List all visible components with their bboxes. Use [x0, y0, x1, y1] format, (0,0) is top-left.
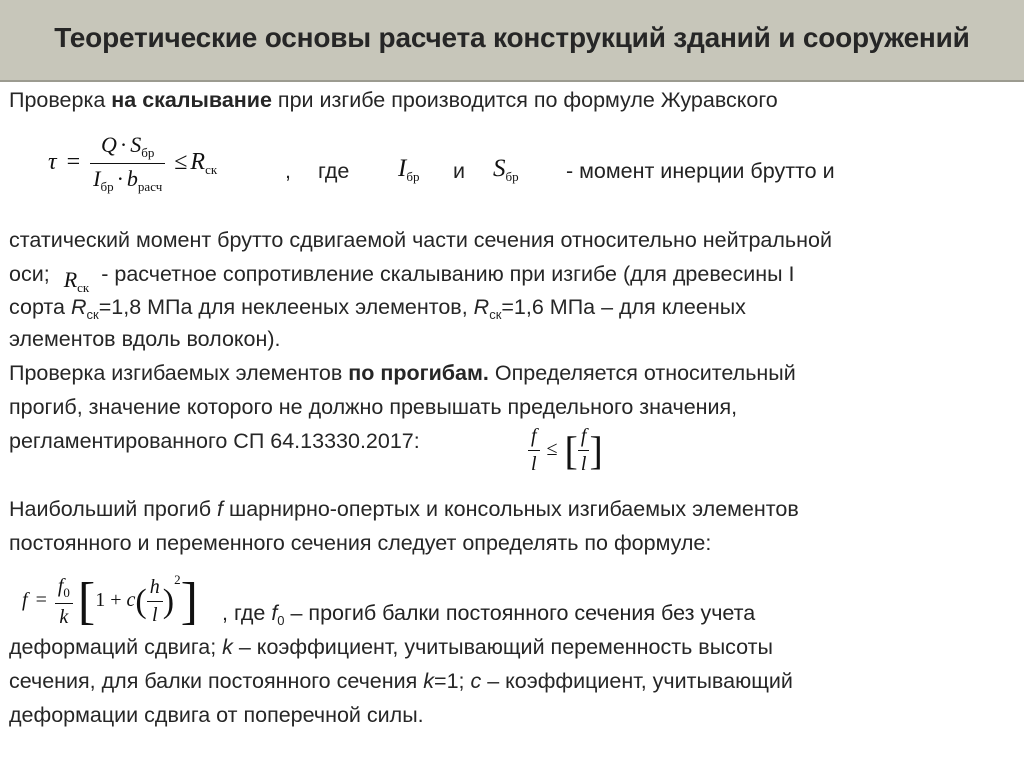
dash-description: - момент инерции брутто и: [566, 159, 835, 183]
shear-intro-bold: на скалывание: [111, 88, 272, 112]
and-text: и: [453, 159, 466, 183]
shear-intro: [9, 88, 778, 113]
leq-sign: ≤: [174, 149, 188, 176]
deflection-formula: [528, 425, 603, 476]
f0-over-k-fraction: $\frac{f_0}{k}$: [55, 575, 73, 629]
zhuravsky-formula: [48, 132, 217, 195]
max-deflection-line-4: деформаций сдвига; k – коэффициент, учитывающий переменность высоты: [9, 635, 773, 659]
shear-intro-text: Проверка: [9, 88, 112, 112]
big-left-bracket: [: [77, 573, 96, 630]
c-symbol: c: [126, 589, 136, 612]
f-over-l-fraction: $\frac{f}{l}$: [528, 425, 540, 476]
deflection-line-1: Проверка изгибаемых элементов по прогибам. Определяется относительный: [9, 361, 796, 385]
shear-line-5: элементов вдоль волокон).: [9, 327, 281, 351]
formula-comma: ,: [285, 159, 291, 183]
deflection-line-3: регламентированного СП 64.13330.2017:: [9, 429, 420, 453]
shear-intro-text-2: при изгибе производится по формуле Журавского: [271, 88, 778, 112]
slide-title: Теоретические основы расчета конструкций зданий и сооружений: [54, 22, 970, 53]
f-symbol: f: [22, 589, 28, 612]
inertia-symbol: $I_{бр}$: [398, 155, 420, 184]
slide-header: [0, 0, 1024, 82]
axis-text: оси;: [9, 262, 50, 286]
exponent: 2: [174, 572, 181, 588]
where-text: где: [318, 159, 350, 183]
zhuravsky-fraction: [90, 132, 165, 195]
r-subscript: ск: [205, 162, 218, 178]
shear-line-3: [9, 262, 794, 296]
f-over-l-limit-fraction: $\frac{f}{l}$: [578, 425, 590, 476]
shear-line-2: статический момент брутто сдвигаемой части сечения относительно нейтральной: [9, 228, 832, 252]
equals-sign-2: =: [35, 589, 47, 612]
h-over-l-fraction: $\frac{h}{l}$: [147, 576, 163, 627]
r-symbol: R: [190, 149, 206, 176]
formula-denominator: $I_{бр} \cdot b_{расч}$: [93, 166, 163, 194]
one-plus: 1 +: [95, 589, 122, 612]
deflection-line-2: прогиб, значение которого не должно превышать предельного значения,: [9, 395, 738, 419]
formula-numerator: $Q \cdot S_{бр}$: [90, 132, 165, 164]
max-deflection-line-2: постоянного и переменного сечения следует определять по формуле:: [9, 531, 712, 555]
equals-sign: =: [66, 149, 81, 176]
max-deflection-line-6: деформации сдвига от поперечной силы.: [9, 703, 424, 727]
resistance-text: - расчетное сопротивление скалыванию при изгибе (для древесины I: [101, 262, 795, 286]
leq-sign-2: ≤: [546, 438, 558, 461]
shear-line-4: сорта $R_{ск}=1,8$ МПа для неклееных элементов, $R_{ск}=1,6$ МПа – для клееных: [9, 295, 746, 322]
tau-symbol: τ: [48, 149, 57, 176]
max-deflection-formula: f = $\frac{f_0}{k}$ [1 + c( $\frac{h}{l}$ )$^2$]: [22, 572, 198, 630]
big-right-bracket: ]: [180, 573, 198, 630]
max-deflection-line-1: Наибольший прогиб f шарнирно-опертых и консольных изгибаемых элементов: [9, 497, 799, 521]
static-moment-symbol: $S_{бр}$: [493, 155, 519, 184]
right-bracket: ]: [589, 428, 603, 473]
left-bracket: [: [564, 428, 578, 473]
rsk-symbol: $R_{ск}$: [63, 267, 90, 295]
max-deflection-line-5: сечения, для балки постоянного сечения k=1; c – коэффициент, учитывающий: [9, 669, 793, 693]
max-deflection-line-3: , где $f_0$ – прогиб балки постоянного сечения без учета: [222, 601, 756, 628]
